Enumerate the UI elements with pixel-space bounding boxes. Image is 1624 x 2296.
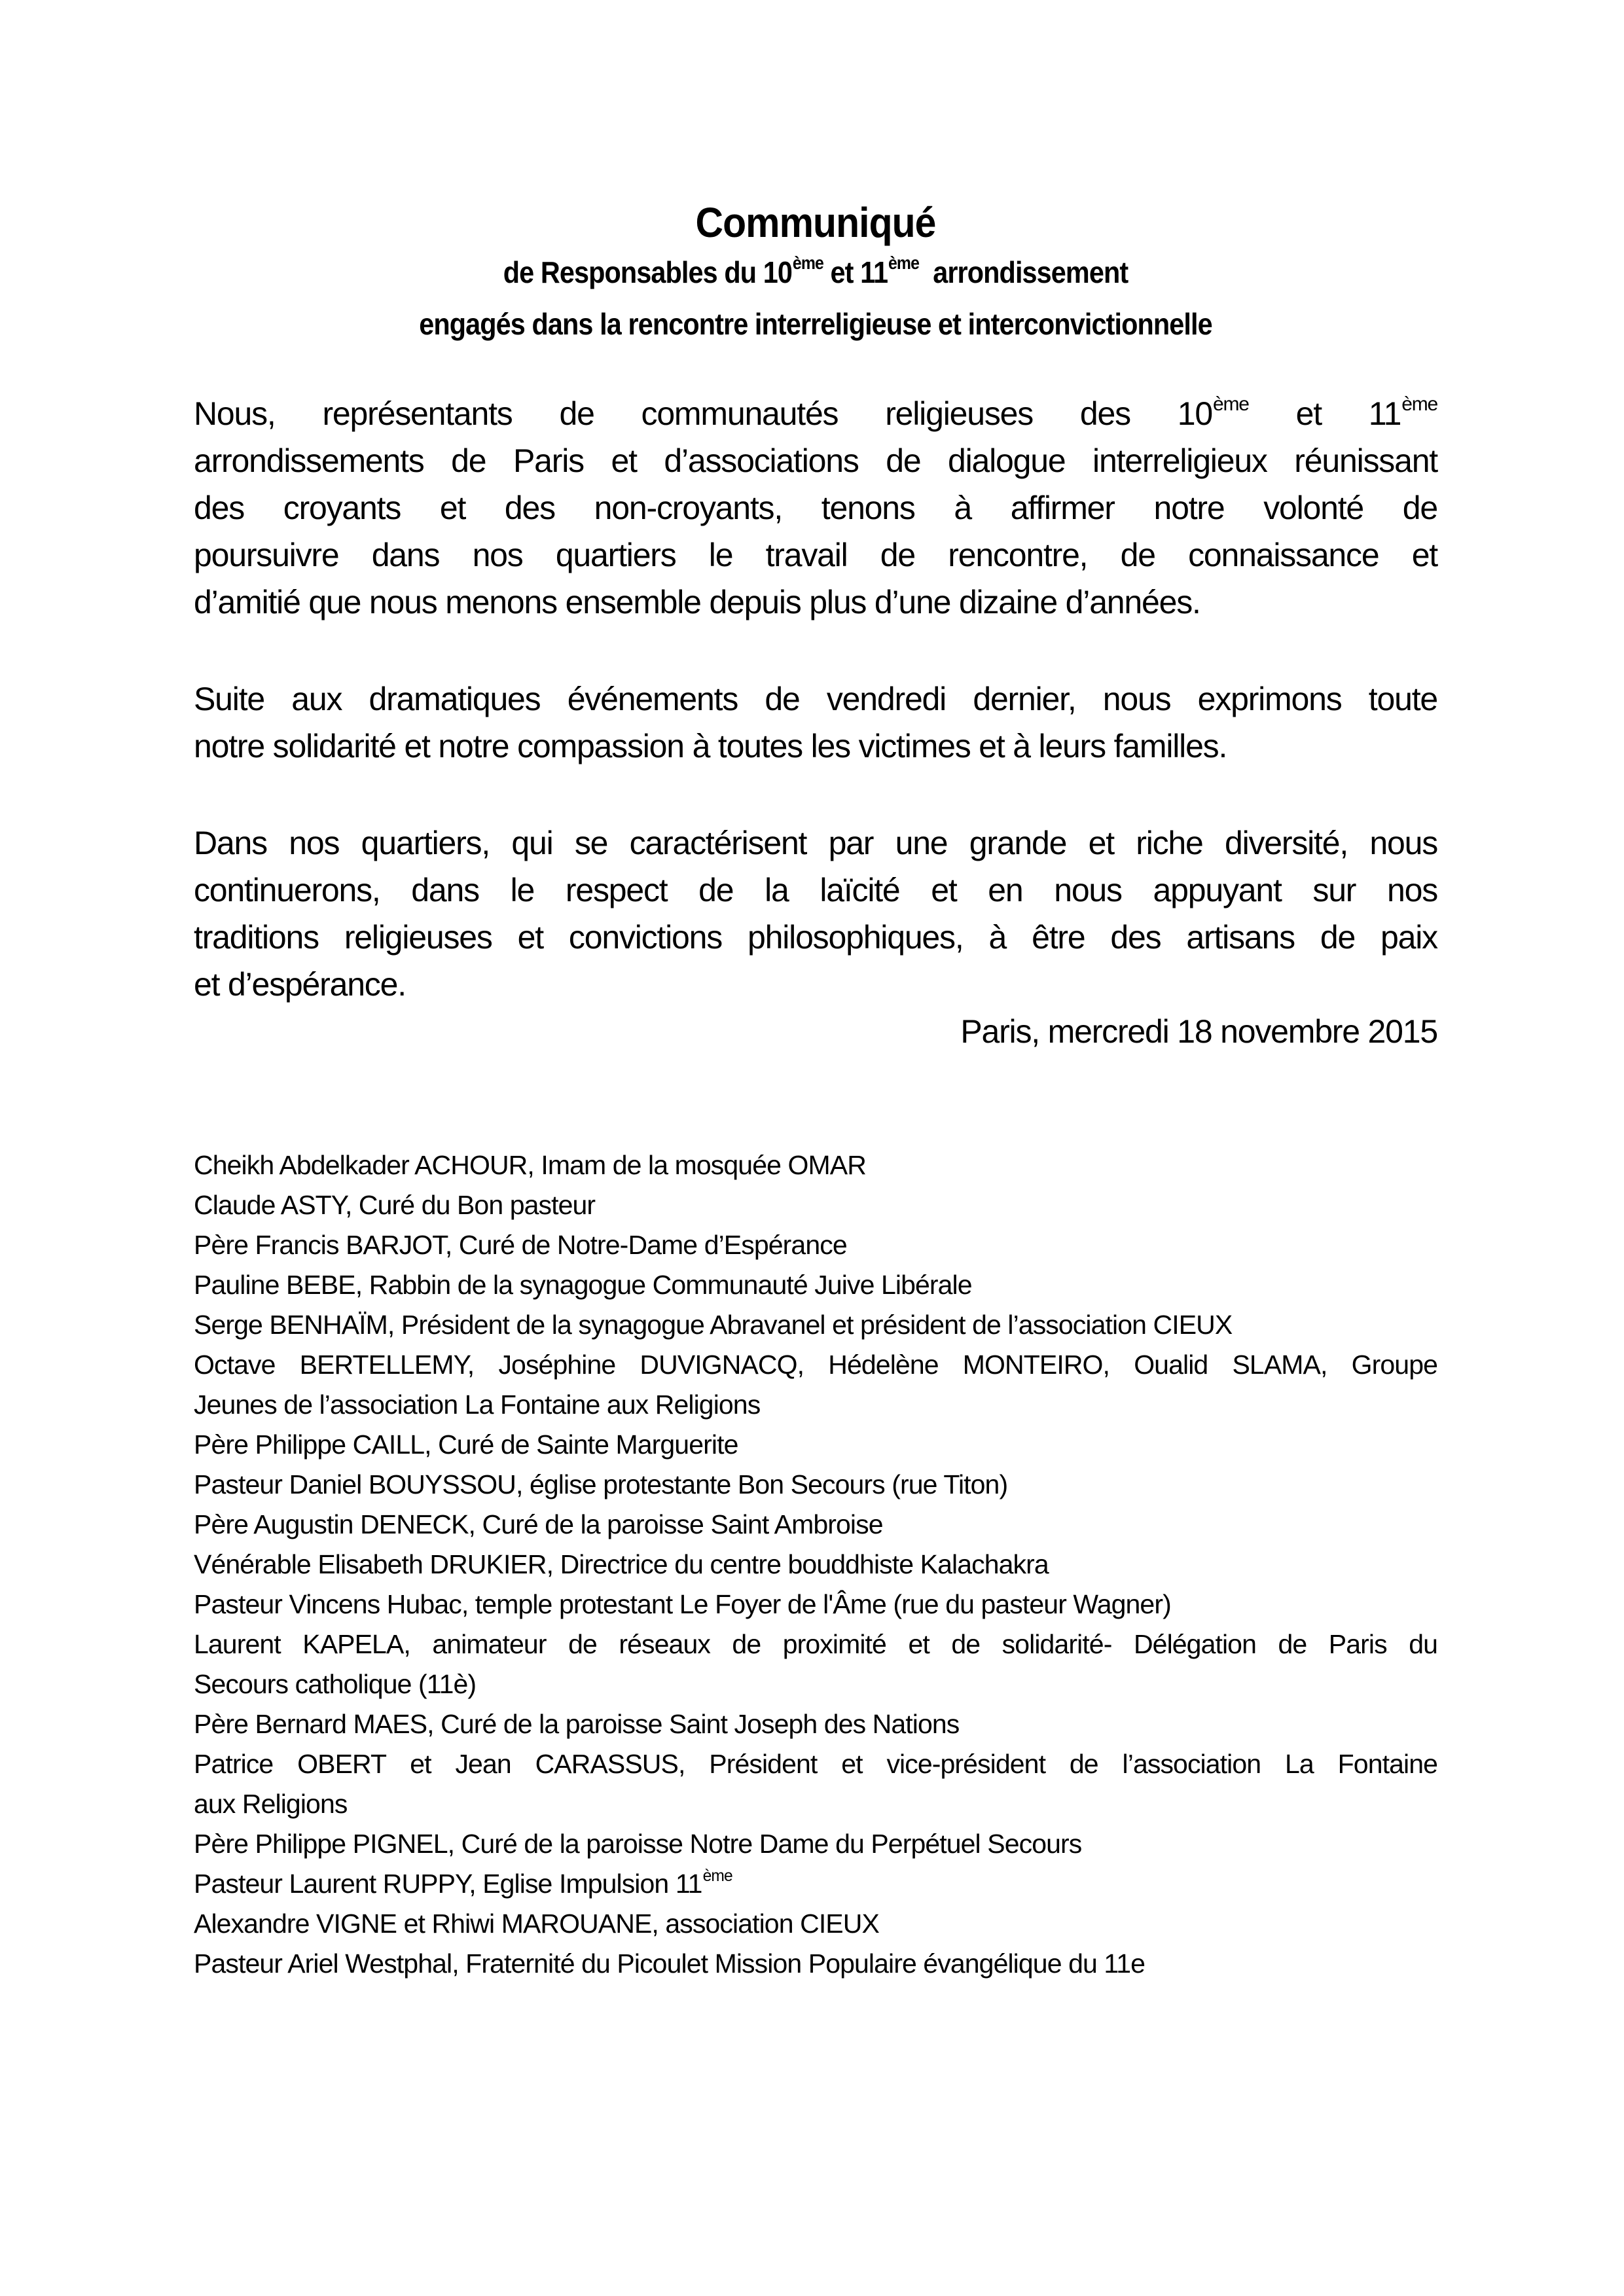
paragraph-2	[194, 675, 1437, 770]
signatory-text: Père Bernard MAES, Curé de la paroisse Saint Joseph des Nations	[194, 1709, 960, 1739]
signatory-text: Père Augustin DENECK, Curé de la paroisse Saint Ambroise	[194, 1509, 883, 1539]
signatory-line	[194, 1944, 1437, 1984]
signatory-text: Jeunes de l’association La Fontaine aux Religions	[194, 1390, 761, 1420]
paragraph-line: continuerons, dans le respect de la laïcité et en nous appuyant sur nos	[194, 872, 1437, 908]
dateline: Paris, mercredi 18 novembre 2015	[960, 1013, 1437, 1050]
signatory-text: Pauline BEBE, Rabbin de la synagogue Communauté Juive Libérale	[194, 1270, 972, 1300]
superscript: ème	[792, 253, 823, 274]
signatory-item	[194, 1345, 1437, 1425]
signatory-text: Pasteur Laurent RUPPY, Eglise Impulsion 11	[194, 1869, 702, 1899]
paragraph-line: arrondissements de Paris et d’associations de dialogue interreligieux réunissant	[194, 442, 1437, 479]
paragraph-line: des croyants et des non-croyants, tenons à affirmer notre volonté de	[194, 490, 1437, 526]
paragraph-line: poursuivre dans nos quartiers le travail de rencontre, de connaissance et	[194, 537, 1437, 573]
subtitle-text: de Responsables du 10	[503, 255, 793, 289]
signatory-item	[194, 1944, 1437, 1984]
document-title: Communiqué	[695, 199, 936, 246]
signatory-item	[194, 1744, 1437, 1824]
superscript: ème	[888, 253, 920, 274]
signatory-text: Vénérable Elisabeth DRUKIER, Directrice du centre bouddhiste Kalachakra	[194, 1549, 1049, 1579]
signatory-text: Laurent KAPELA, animateur de réseaux de proximité et de solidarité- Délégation de Paris du	[194, 1629, 1437, 1659]
signatory-text: Pasteur Daniel BOUYSSOU, église protestante Bon Secours (rue Titon)	[194, 1469, 1008, 1499]
signatory-item	[194, 1145, 1437, 1185]
signatory-line	[194, 1385, 1437, 1425]
signatory-line	[194, 1744, 1437, 1784]
signatory-item	[194, 1465, 1437, 1505]
signatory-line	[194, 1265, 1437, 1305]
signatory-item	[194, 1545, 1437, 1585]
signatory-line	[194, 1465, 1437, 1505]
signatory-text: Père Philippe PIGNEL, Curé de la paroisse Notre Dame du Perpétuel Secours	[194, 1829, 1082, 1859]
line-text: Nous, représentants de communautés religieuses des 10	[194, 395, 1212, 432]
paragraph-1	[194, 390, 1437, 626]
paragraph-line: notre solidarité et notre compassion à toutes les victimes et à leurs familles.	[194, 728, 1227, 764]
paragraph-line: Suite aux dramatiques événements de vendredi dernier, nous exprimons toute	[194, 681, 1437, 717]
superscript: ème	[702, 1867, 732, 1885]
signatory-line	[194, 1624, 1437, 1664]
signatory-text: Secours catholique (11è)	[194, 1669, 477, 1699]
signatory-line	[194, 1505, 1437, 1545]
signatory-line	[194, 1904, 1437, 1944]
signatory-item	[194, 1704, 1437, 1744]
signatory-line	[194, 1145, 1437, 1185]
signatory-item	[194, 1225, 1437, 1265]
signatory-line	[194, 1704, 1437, 1744]
signatory-line	[194, 1664, 1437, 1704]
signatory-item	[194, 1425, 1437, 1465]
superscript: ème	[1212, 393, 1249, 415]
subtitle-line-1	[256, 249, 1375, 300]
paragraph-line: et d’espérance.	[194, 966, 406, 1003]
signatory-line	[194, 1545, 1437, 1585]
signatory-item	[194, 1185, 1437, 1225]
signatory-text: Père Philippe CAILL, Curé de Sainte Marguerite	[194, 1429, 738, 1460]
signatory-line	[194, 1425, 1437, 1465]
signatory-item	[194, 1585, 1437, 1624]
signatory-text: aux Religions	[194, 1789, 348, 1819]
paragraph-line	[194, 390, 1437, 437]
signatory-line	[194, 1585, 1437, 1624]
paragraph-line: d’amitié que nous menons ensemble depuis plus d’une dizaine d’années.	[194, 584, 1200, 620]
paragraph-line: traditions religieuses et convictions philosophiques, à être des artisans de paix	[194, 919, 1437, 956]
subtitle-line-2: engagés dans la rencontre interreligieuse et interconvictionnelle	[419, 307, 1212, 341]
signatory-text: Claude ASTY, Curé du Bon pasteur	[194, 1190, 596, 1220]
line-text: et 11	[1248, 395, 1401, 432]
signatory-item	[194, 1305, 1437, 1345]
signatory-item	[194, 1824, 1437, 1864]
signatory-text: Serge BENHAÏM, Président de la synagogue Abravanel et président de l’association CIEUX	[194, 1310, 1233, 1340]
signatory-item	[194, 1904, 1437, 1944]
paragraph-3	[194, 819, 1437, 1008]
signatory-text: Père Francis BARJOT, Curé de Notre-Dame d’Espérance	[194, 1230, 847, 1260]
paragraph-line: Dans nos quartiers, qui se caractérisent par une grande et riche diversité, nous	[194, 825, 1437, 861]
signatory-text: Pasteur Ariel Westphal, Fraternité du Picoulet Mission Populaire évangélique du 11e	[194, 1948, 1146, 1979]
signatory-item	[194, 1265, 1437, 1305]
signatory-line	[194, 1784, 1437, 1824]
signatory-item	[194, 1864, 1437, 1904]
signatory-text: Octave BERTELLEMY, Joséphine DUVIGNACQ, Hédelène MONTEIRO, Oualid SLAMA, Groupe	[194, 1350, 1437, 1380]
signatory-line	[194, 1305, 1437, 1345]
signatory-line	[194, 1345, 1437, 1385]
signatory-line	[194, 1824, 1437, 1864]
superscript: ème	[1401, 393, 1438, 415]
signatory-item	[194, 1624, 1437, 1704]
signatories-list	[194, 1145, 1437, 1984]
signatory-line	[194, 1185, 1437, 1225]
document-header	[194, 196, 1437, 348]
signatory-line	[194, 1225, 1437, 1265]
signatory-text: Alexandre VIGNE et Rhiwi MAROUANE, association CIEUX	[194, 1909, 879, 1939]
signatory-item	[194, 1505, 1437, 1545]
signatory-text: Cheikh Abdelkader ACHOUR, Imam de la mosquée OMAR	[194, 1150, 866, 1180]
signatory-text: Patrice OBERT et Jean CARASSUS, Président et vice-président de l’association La Fontaine	[194, 1749, 1437, 1779]
signatory-text: Pasteur Vincens Hubac, temple protestant Le Foyer de l'Âme (rue du pasteur Wagner)	[194, 1589, 1171, 1619]
subtitle-text: et 11	[823, 255, 888, 289]
signatory-line	[194, 1864, 1437, 1904]
subtitle-text: arrondissement	[919, 255, 1128, 289]
